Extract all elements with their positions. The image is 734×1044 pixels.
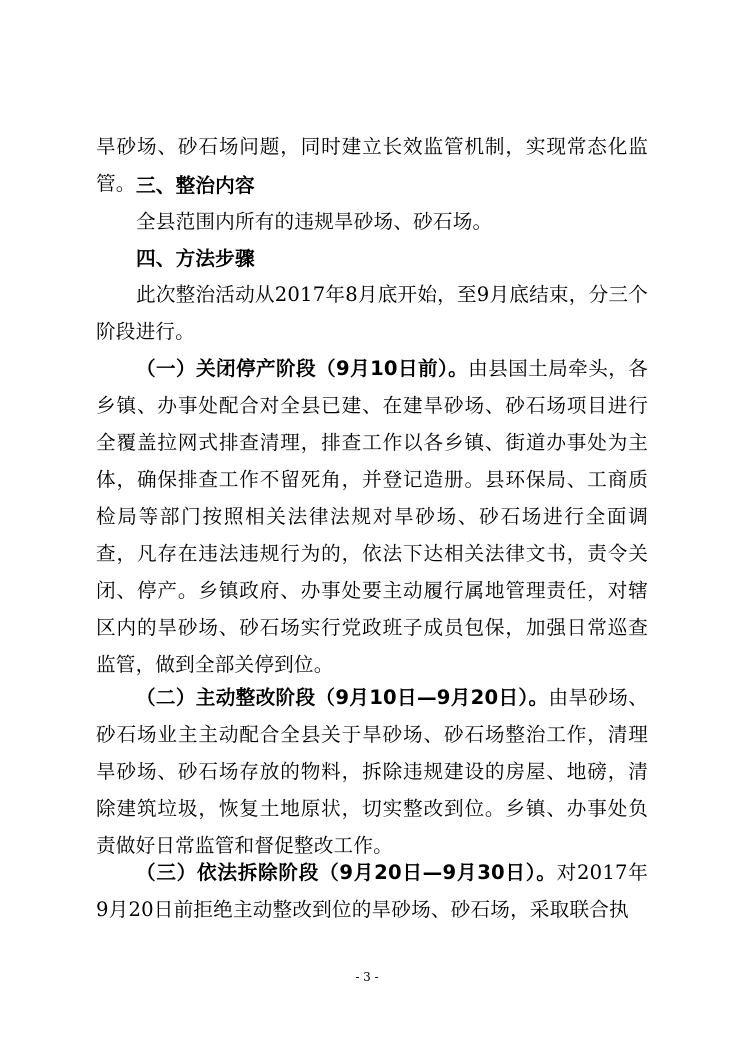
stage-2-text: 由旱砂场、砂石场业主主动配合全县关于旱砂场、砂石场整治工作，清理旱砂场、砂石场存放的物料，拆除违规建设的房屋、地磅，清除建筑垃圾，恢复土地原状，切实整改到位。乡镇、办事处负责做好日常监管和督促整改工作。 bbox=[96, 686, 648, 857]
section-heading-3-text: 三、整治内容 bbox=[136, 174, 255, 197]
paragraph-2 bbox=[96, 203, 648, 240]
stage-3-text: 对2017年9月20日前拒绝主动整改到位的旱砂场、砂石场，采取联合执 bbox=[96, 861, 648, 921]
paragraph-3-text: 此次整治活动从2017年8月底开始，至9月底结束，分三个阶段进行。 bbox=[96, 283, 648, 343]
stage-1-text: 由县国土局牵头，各乡镇、办事处配合对全县已建、在建旱砂场、砂石场项目进行全覆盖拉网式排查清理，排查工作以各乡镇、街道办事处为主体，确保排查工作不留死角，并登记造册。县环保局、工商质检局等部门按照相关法律法规对旱砂场、砂石场进行全面调查，凡存在违法违规行为的，依法下达相关法律文书，责令关闭、停产。乡镇政府、办事处要主动履行属地管理责任，对辖区内的旱砂场、砂石场实行党政班子成员包保，加强日常巡查监管，做到全部关停到位。 bbox=[96, 357, 648, 676]
stage-1-title: （一）关闭停产阶段（9月10日前）。 bbox=[136, 357, 469, 380]
section-heading-3 bbox=[96, 167, 648, 204]
stage-2-paragraph bbox=[96, 679, 648, 864]
paragraph-3 bbox=[96, 276, 648, 350]
page-number: - 3 - bbox=[355, 970, 379, 984]
stage-1-paragraph bbox=[96, 350, 648, 683]
stage-3-title: （三）依法拆除阶段（9月20日—9月30日）。 bbox=[136, 861, 557, 884]
paragraph-1-text: 旱砂场、砂石场问题，同时建立长效监管机制，实现常态化监管。 bbox=[96, 135, 648, 195]
section-heading-4 bbox=[96, 240, 648, 277]
stage-2-title: （二）主动整改阶段（9月10日—9月20日）。 bbox=[136, 686, 549, 709]
section-heading-4-text: 四、方法步骤 bbox=[136, 247, 255, 270]
stage-3-paragraph bbox=[96, 854, 648, 928]
paragraph-2-text: 全县范围内所有的违规旱砂场、砂石场。 bbox=[136, 210, 493, 233]
